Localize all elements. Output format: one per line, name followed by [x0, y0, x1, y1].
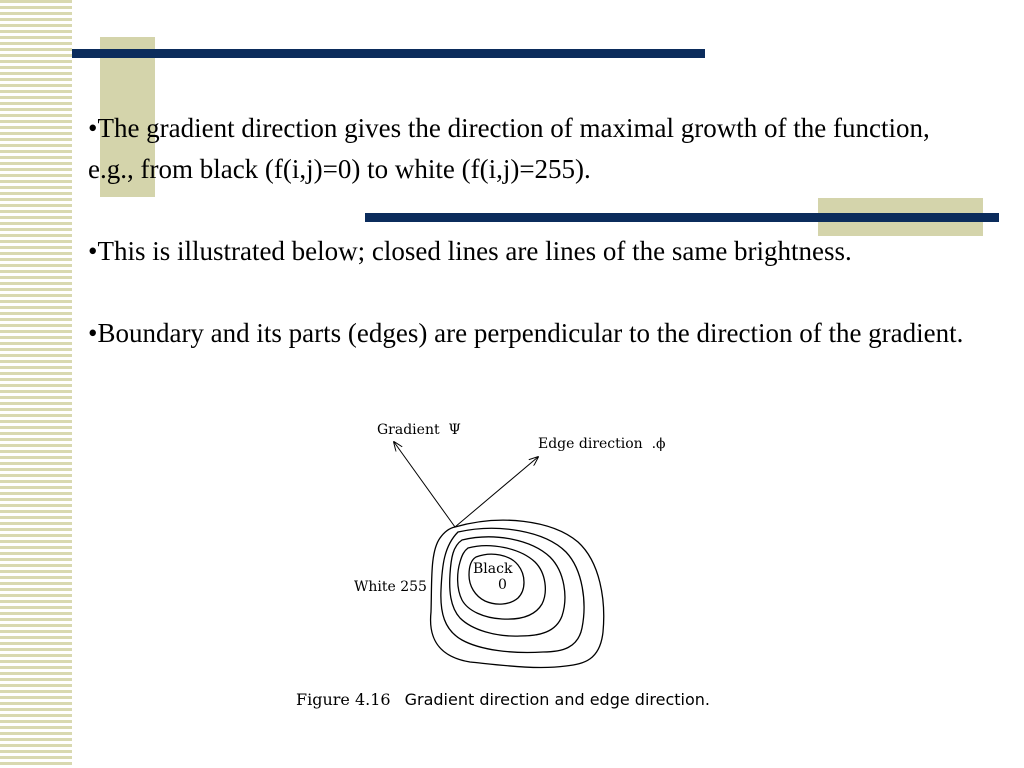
- psi-symbol: Ψ: [448, 422, 461, 438]
- edge-direction-arrow: [455, 457, 538, 527]
- figure-caption-text: Gradient direction and edge direction.: [404, 690, 710, 709]
- bullet-closed-lines: •This is illustrated below; closed lines are lines of the same brightness.: [88, 236, 852, 266]
- bullet-gradient-direction: •The gradient direction gives the direction of maximal growth of the function, e.g., from black (f(i,j)=0) to white (f(i,j)=255).: [88, 113, 930, 184]
- figure-number: Figure 4.16: [296, 690, 391, 709]
- isophote-contours: [431, 520, 604, 667]
- bullet-boundary-edges: •Boundary and its parts (edges) are perpendicular to the direction of the gradient.: [88, 318, 964, 348]
- black-value-label: 0: [498, 577, 507, 593]
- contour-3: [450, 537, 565, 636]
- contour-2: [441, 528, 584, 652]
- phi-symbol: .ϕ: [651, 436, 666, 452]
- gradient-label: Gradient Ψ: [377, 422, 461, 438]
- figure-caption: [296, 690, 710, 709]
- middle-navy-rule: [365, 213, 999, 222]
- left-striped-border: [0, 0, 72, 768]
- edge-direction-label: Edge direction .ϕ: [538, 436, 666, 452]
- black-label: Black: [473, 561, 513, 577]
- gradient-arrow: [394, 442, 455, 527]
- contour-outer: [431, 520, 604, 667]
- white-255-label: White 255: [354, 579, 427, 595]
- top-navy-rule: [72, 49, 705, 58]
